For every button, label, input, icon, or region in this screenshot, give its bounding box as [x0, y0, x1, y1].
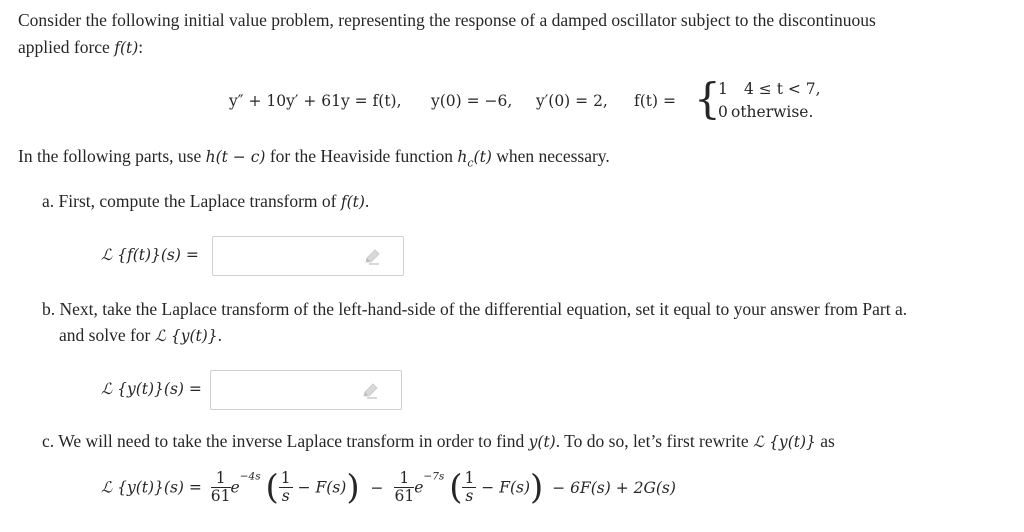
part-a-answer-input[interactable]	[212, 236, 404, 276]
exp-2-base: e	[414, 478, 424, 497]
part-a-math: f(t)	[340, 193, 365, 211]
inner-fraction-1-numerator: 1	[280, 469, 291, 487]
part-c-line	[42, 431, 835, 452]
exp-2-power: −7s	[423, 470, 445, 483]
part-c-laplace-y: ℒ {y(t)}	[752, 433, 816, 451]
fraction-1-denominator: 61	[210, 487, 231, 505]
piecewise-brace: {	[694, 74, 721, 123]
initial-condition-1: y(0) = −6,	[431, 92, 513, 110]
exp-1-power: −4s	[239, 470, 261, 483]
inner-fraction-1	[279, 470, 293, 505]
open-paren-2: (	[449, 467, 463, 508]
inner-fraction-1-denominator: s	[281, 487, 290, 505]
equation-tail: − 6F(s) + 2G(s)	[552, 478, 676, 497]
force-lhs: f(t) =	[634, 92, 676, 110]
fraction-2-numerator: 1	[394, 470, 414, 488]
part-a-text: a. First, compute the Laplace transform of	[42, 191, 341, 211]
intro-force-symbol: f(t)	[114, 39, 139, 57]
inner-minus-F-1: − F(s)	[297, 478, 347, 497]
part-b-line-2-prefix: and solve for	[59, 325, 155, 345]
piecewise-case-1-value: 1	[718, 80, 728, 98]
piecewise-case-2-condition: otherwise.	[731, 103, 814, 121]
fraction-2-over-61	[394, 470, 414, 505]
heaviside-shift-expr: h(t − c)	[205, 148, 266, 166]
ode-equation: y″ + 10y′ + 61y = f(t),	[229, 92, 402, 110]
part-c-suffix: as	[815, 431, 835, 451]
inner-fraction-2-denominator: s	[465, 487, 474, 505]
intro-line-2-suffix: :	[138, 37, 144, 57]
part-b-line-2-suffix: .	[217, 325, 223, 345]
heaviside-note-middle: for the Heaviside function	[265, 146, 458, 166]
open-paren-1: (	[265, 467, 279, 508]
inner-minus-F-2: − F(s)	[481, 478, 530, 497]
part-b-answer-input[interactable]	[210, 370, 402, 410]
close-paren-2: )	[530, 467, 544, 508]
part-c-prefix: c. We will need to take the inverse Laplace transform in order to find	[42, 431, 529, 451]
initial-condition-2: y′(0) = 2,	[536, 92, 608, 110]
heaviside-symbol: h	[457, 148, 468, 166]
part-b-laplace-y: ℒ {y(t)}	[154, 327, 218, 345]
minus-sign: −	[370, 478, 384, 497]
heaviside-subscript: c	[467, 156, 474, 170]
part-b-lhs: ℒ {y(t)}(s) =	[101, 380, 202, 398]
part-a-label	[42, 191, 369, 212]
heaviside-note	[18, 146, 610, 170]
piecewise-case-2-value: 0	[718, 103, 728, 121]
heaviside-argument: (t)	[473, 148, 492, 166]
exp-1-base: e	[230, 478, 240, 497]
inner-fraction-2	[462, 470, 476, 505]
heaviside-note-suffix: when necessary.	[491, 146, 610, 166]
inner-fraction-2-numerator: 1	[464, 469, 475, 487]
close-paren-1: )	[346, 467, 360, 508]
part-c-eq-lhs: ℒ {y(t)}(s) =	[101, 478, 202, 497]
heaviside-note-prefix: In the following parts, use	[18, 146, 206, 166]
intro-line-2	[18, 37, 143, 58]
fraction-2-denominator: 61	[394, 487, 415, 505]
part-b-line-2	[59, 325, 222, 346]
intro-line-2-prefix: applied force	[18, 37, 115, 57]
pencil-icon	[363, 248, 381, 266]
part-b-line-1: b. Next, take the Laplace transform of the left-hand-side of the differential equation, set it equal to your answer from Part a.	[42, 299, 908, 319]
piecewise-case-1-condition: 4 ≤ t < 7,	[744, 80, 821, 98]
part-c-middle: . To do so, let’s first rewrite	[555, 431, 753, 451]
part-a-end: .	[364, 191, 370, 211]
fraction-1-numerator: 1	[211, 470, 231, 488]
pencil-icon	[361, 382, 379, 400]
part-c-y-of-t: y(t)	[528, 433, 556, 451]
part-a-lhs: ℒ {f(t)}(s) =	[101, 246, 199, 264]
part-c-equation	[101, 467, 676, 508]
fraction-1-over-61	[211, 470, 231, 505]
intro-line-1: Consider the following initial value problem, representing the response of a damped oscillator subject to the discontinuous	[18, 10, 876, 30]
